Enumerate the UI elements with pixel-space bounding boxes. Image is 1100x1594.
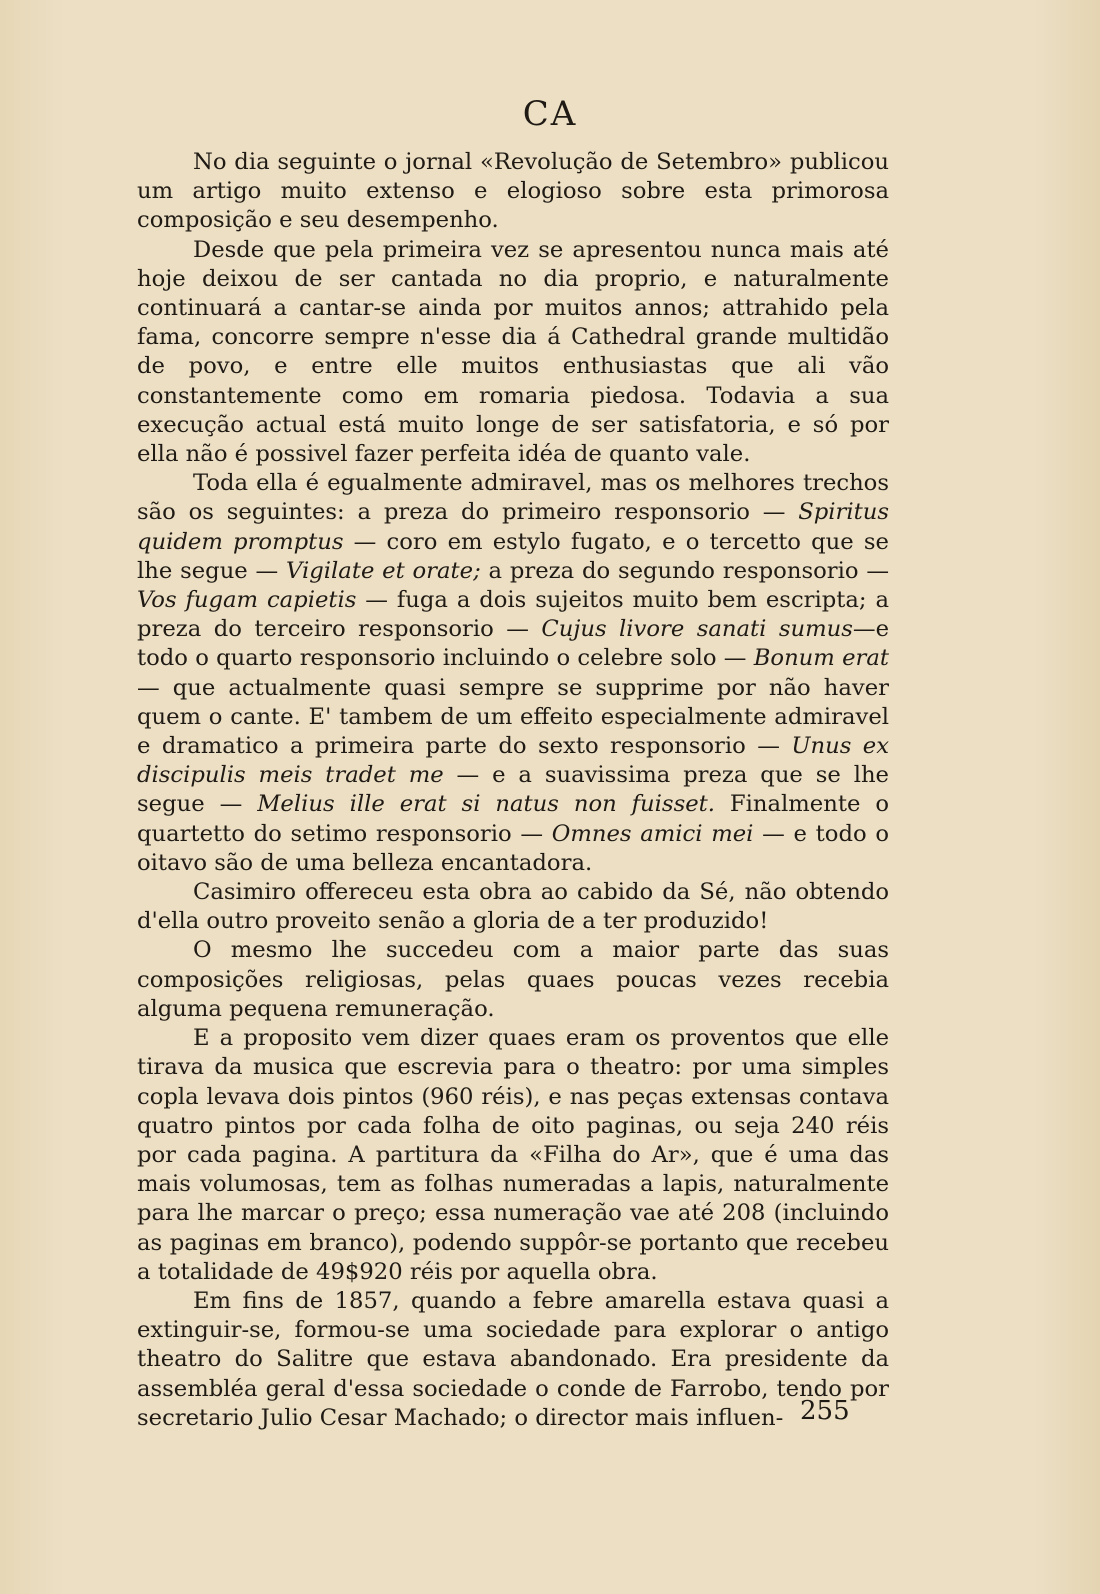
italic-quote: Cujus livore sanati sumus (541, 616, 853, 643)
paragraph (137, 1287, 889, 1433)
paragraph (137, 878, 889, 936)
paragraph (137, 469, 889, 878)
text-run: E a proposito vem dizer quaes eram os proventos que elle tirava da musica que escrevia para o theatro: por uma simples copla levava dois pintos (960 réis), e nas peças extensas contava quatro pintos por cada folha de oito paginas, ou seja 240 réis por cada pagina. A partitura da «Filha do Ar», que é uma das mais volumosas, tem as folhas numeradas a lapis, naturalmente para lhe marcar o preço; essa numeração vae até 208 (incluindo as paginas em branco), podendo suppôr-se portanto que recebeu a totalidade de 49$920 réis por aquella obra. (137, 1025, 889, 1285)
text-run: —e todo o quarto responsorio incluindo o celebre solo — (137, 616, 889, 672)
paragraph (137, 148, 889, 236)
text-run: — e todo o oitavo são de uma belleza encantadora. (137, 820, 889, 876)
text-run: Toda ella é egualmente admiravel, mas os melhores trechos são os seguintes: a preza do primeiro responsorio — (137, 470, 889, 526)
text-run: Finalmente o quartetto do setimo responsorio — (137, 791, 889, 847)
italic-quote: Omnes amici mei (551, 820, 754, 847)
text-run: — que actualmente quasi sempre se supprime por não haver quem o cante. E' tambem de um effeito especialmente admiravel e dramatico a primeira parte do sexto responsorio — (137, 674, 889, 760)
text-run: Em fins de 1857, quando a febre amarella estava quasi a extinguir-se, formou-se uma sociedade para explorar o antigo theatro do Salitre que estava abandonado. Era presidente da assembléa geral d'essa sociedade o conde de Farrobo, tendo por secretario Julio Cesar Machado; o director mais influen- (137, 1287, 889, 1431)
body-text (137, 148, 889, 1433)
italic-quote: Vos fugam capietis (137, 587, 357, 614)
text-run: O mesmo lhe succedeu com a maior parte das suas composições religiosas, pelas quaes poucas vezes recebia alguma pequena remuneração. (137, 937, 889, 1022)
italic-quote: Bonum erat (753, 645, 889, 672)
italic-quote: Spiritus quidem promptus (137, 499, 889, 555)
text-run: — e a suavissima preza que se lhe segue — (137, 762, 889, 818)
page-number: 255 (800, 1396, 850, 1426)
text-run: — fuga a dois sujeitos muito bem escripta; a preza do terceiro responsorio — (137, 587, 889, 643)
italic-quote: Unus ex discipulis meis tradet me (137, 733, 889, 789)
paragraph (137, 936, 889, 1024)
text-run: a preza do segundo responsorio — (480, 557, 890, 584)
text-run: No dia seguinte o jornal «Revolução de Setembro» publicou um artigo muito extenso e elogioso sobre esta primorosa composição e seu desempenho. (137, 149, 889, 234)
text-run: — coro em estylo fugato, e o tercetto que se lhe segue — (137, 528, 889, 584)
text-run: Desde que pela primeira vez se apresentou nunca mais até hoje deixou de ser cantada no dia proprio, e naturalmente continuará a cantar-se ainda por muitos annos; attrahido pela fama, concorre sempre n'esse dia á Cathedral grande multidão de povo, e entre elle muitos enthusiastas que ali vão constantemente como em romaria piedosa. Todavia a sua execução actual está muito longe de ser satisfatoria, e só por ella não é possivel fazer perfeita idéa de quanto vale. (137, 236, 889, 468)
italic-quote: Melius ille erat si natus non fuisset. (257, 791, 715, 818)
paragraph (137, 1024, 889, 1287)
running-header: CA (522, 94, 578, 134)
italic-quote: Vigilate et orate; (286, 557, 481, 584)
text-run: Casimiro offereceu esta obra ao cabido da Sé, não obtendo d'ella outro proveito senão a gloria de a ter produzido! (137, 879, 889, 935)
paragraph (137, 236, 889, 470)
